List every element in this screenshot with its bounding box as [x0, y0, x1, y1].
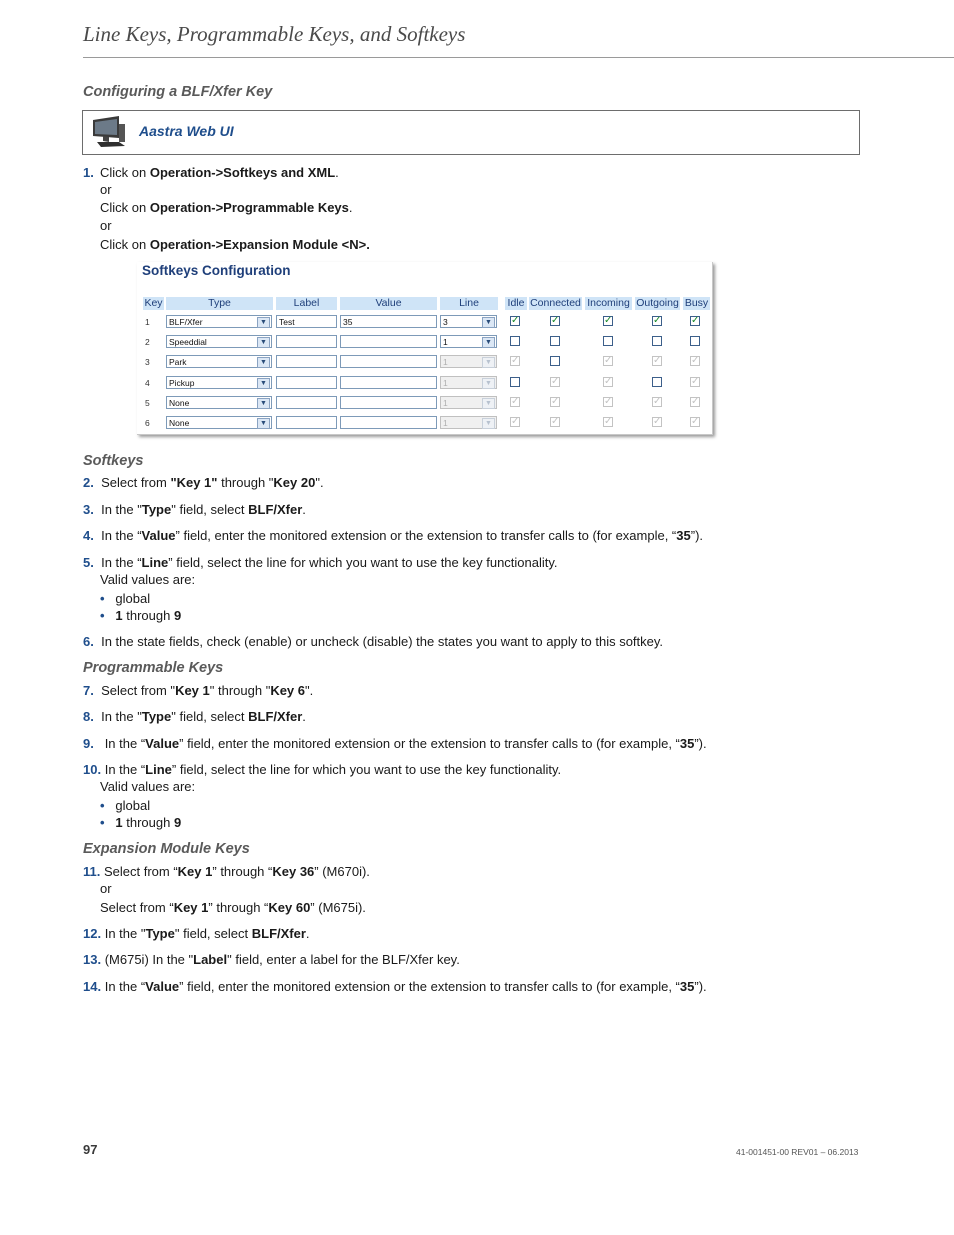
header-rule — [83, 57, 954, 58]
step-11-alt: Select from “Key 1” through “Key 60” (M675i). — [100, 900, 366, 915]
document-id: 41-001451-00 REV01 – 06.2013 — [736, 1147, 859, 1157]
state-checkbox-incoming[interactable]: ✓ — [604, 395, 613, 407]
step-1 — [83, 165, 94, 181]
line-select[interactable]: 1 ▼ — [440, 376, 497, 389]
label-input[interactable] — [276, 376, 337, 389]
step-1-or-a: or — [100, 182, 112, 197]
step-9: 9. In the “Value” field, enter the monitored extension or the extension to transfer calls to (for example, “35”). — [83, 736, 707, 751]
state-checkbox-connected[interactable]: ✓ — [551, 395, 560, 407]
chevron-down-icon[interactable]: ▼ — [482, 398, 495, 409]
column-header-value: Value — [340, 297, 437, 310]
state-checkbox-connected[interactable] — [550, 356, 560, 366]
chevron-down-icon[interactable]: ▼ — [482, 317, 495, 328]
state-checkbox-incoming[interactable]: ✓ — [604, 416, 613, 427]
state-checkbox-connected[interactable]: ✓ — [551, 315, 560, 326]
list-item-global-2: • global — [100, 798, 151, 813]
chevron-down-icon[interactable]: ▼ — [482, 357, 495, 368]
webui-label: Aastra Web UI — [139, 123, 234, 139]
valid-values-label: Valid values are: — [100, 572, 196, 587]
line-select[interactable]: 1 ▼ — [440, 335, 497, 348]
column-header-label: Label — [276, 297, 337, 310]
line-select[interactable]: 3 ▼ — [440, 315, 497, 328]
chevron-down-icon[interactable]: ▼ — [257, 418, 270, 429]
type-select[interactable]: Speeddial ▼ — [166, 335, 272, 348]
label-input[interactable] — [276, 335, 337, 348]
step-7: 7. Select from "Key 1" through "Key 6". — [83, 683, 314, 698]
section-title: Configuring a BLF/Xfer Key — [83, 84, 273, 100]
state-checkbox-busy[interactable]: ✓ — [691, 315, 700, 326]
type-select[interactable]: Pickup ▼ — [166, 376, 272, 389]
state-checkbox-connected[interactable]: ✓ — [551, 375, 560, 387]
step-12: 12. In the "Type" field, select BLF/Xfer. — [83, 926, 310, 941]
value-input[interactable] — [340, 355, 437, 368]
step-10: 10. In the “Line” field, select the line for which you want to use the key functionality. — [83, 762, 562, 777]
type-select[interactable]: BLF/Xfer ▼ — [166, 315, 272, 328]
step-6: 6. In the state fields, check (enable) or uncheck (disable) the states you want to apply to this softkey. — [83, 634, 664, 649]
row-key-number: 3 — [145, 357, 150, 368]
state-checkbox-outgoing[interactable]: ✓ — [653, 395, 662, 407]
state-checkbox-connected[interactable] — [550, 336, 560, 346]
line-select[interactable]: 1 ▼ — [440, 416, 497, 429]
state-checkbox-idle[interactable] — [510, 377, 520, 387]
step-14: 14. In the “Value” field, enter the monitored extension or the extension to transfer calls to (for example, “35”). — [83, 979, 707, 994]
state-checkbox-incoming[interactable]: ✓ — [604, 375, 613, 387]
state-checkbox-busy[interactable]: ✓ — [691, 375, 700, 387]
chevron-down-icon[interactable]: ▼ — [482, 378, 495, 389]
line-select[interactable]: 1 ▼ — [440, 396, 497, 409]
label-input[interactable] — [276, 396, 337, 409]
expansion-module-heading: Expansion Module Keys — [83, 841, 250, 857]
column-header-incoming: Incoming — [585, 297, 632, 310]
state-checkbox-idle[interactable]: ✓ — [511, 395, 520, 407]
label-input[interactable] — [276, 355, 337, 368]
state-checkbox-busy[interactable]: ✓ — [691, 355, 700, 367]
step-11-or: or — [100, 881, 112, 896]
step-4: 4. In the “Value” field, enter the monitored extension or the extension to transfer calls to (for example, “35”). — [83, 528, 704, 543]
softkeys-config-title: Softkeys Configuration — [142, 263, 291, 278]
valid-values-label-2: Valid values are: — [100, 779, 196, 794]
type-select[interactable]: None ▼ — [166, 396, 272, 409]
state-checkbox-idle[interactable]: ✓ — [511, 355, 520, 367]
state-checkbox-outgoing[interactable]: ✓ — [653, 416, 662, 427]
value-input[interactable] — [340, 376, 437, 389]
value-input[interactable] — [340, 416, 437, 429]
state-checkbox-idle[interactable] — [510, 336, 520, 346]
row-key-number: 2 — [145, 337, 150, 348]
value-input[interactable] — [340, 335, 437, 348]
label-input[interactable]: Test — [276, 315, 337, 328]
column-header-connected: Connected — [530, 297, 581, 309]
computer-monitor-icon — [89, 114, 127, 150]
state-checkbox-outgoing[interactable]: ✓ — [653, 315, 662, 326]
column-header-type: Type — [166, 297, 273, 310]
state-checkbox-incoming[interactable] — [603, 336, 613, 346]
row-key-number: 5 — [145, 397, 150, 408]
step-13: 13. (M675i) In the "Label" field, enter a label for the BLF/Xfer key. — [83, 952, 460, 967]
state-checkbox-idle[interactable]: ✓ — [511, 416, 520, 427]
column-header-line: Line — [440, 297, 498, 310]
step-1-line-a: Click on Operation->Softkeys and XML. — [100, 165, 339, 180]
state-checkbox-incoming[interactable]: ✓ — [604, 315, 613, 326]
softkeys-heading: Softkeys — [83, 453, 144, 469]
column-header-idle: Idle — [505, 297, 527, 310]
chevron-down-icon[interactable]: ▼ — [257, 378, 270, 389]
page-header-title: Line Keys, Programmable Keys, and Softkeys — [83, 22, 466, 46]
column-header-busy: Busy — [684, 297, 709, 309]
bullet-icon: • — [100, 591, 105, 606]
chevron-down-icon[interactable]: ▼ — [482, 337, 495, 348]
step-1-line-c: Click on Operation->Expansion Module <N>. — [100, 237, 370, 252]
line-select[interactable]: 1 ▼ — [440, 355, 497, 368]
step-2: 2. Select from "Key 1" through "Key 20". — [83, 475, 324, 490]
programmable-keys-heading: Programmable Keys — [83, 660, 224, 676]
value-input[interactable]: 35 — [340, 315, 437, 328]
state-checkbox-outgoing[interactable] — [652, 377, 662, 387]
step-8: 8. In the "Type" field, select BLF/Xfer. — [83, 709, 306, 724]
state-checkbox-outgoing[interactable] — [652, 336, 662, 346]
bullet-icon: • — [100, 608, 105, 623]
bullet-icon: • — [100, 815, 105, 830]
list-item-global: • global — [100, 591, 151, 606]
state-checkbox-idle[interactable]: ✓ — [511, 315, 520, 326]
type-select[interactable]: None ▼ — [166, 416, 272, 429]
softkeys-config-panel — [137, 262, 713, 435]
page-number: 97 — [83, 1142, 98, 1157]
column-header-key: Key — [144, 297, 163, 309]
row-key-number: 1 — [145, 317, 150, 327]
list-item-range: • 1 through 9 — [100, 608, 182, 623]
step-11: 11. Select from “Key 1” through “Key 36” (M670i). — [83, 864, 370, 879]
list-item-range-2: • 1 through 9 — [100, 815, 182, 830]
bullet-icon: • — [100, 798, 105, 813]
state-checkbox-busy[interactable]: ✓ — [691, 395, 700, 407]
state-checkbox-connected[interactable]: ✓ — [551, 416, 560, 427]
step-1-line-b: Click on Operation->Programmable Keys. — [100, 200, 353, 215]
state-checkbox-incoming[interactable]: ✓ — [604, 355, 613, 367]
value-input[interactable] — [340, 396, 437, 409]
chevron-down-icon[interactable]: ▼ — [257, 337, 270, 348]
label-input[interactable] — [276, 416, 337, 429]
column-header-outgoing: Outgoing — [636, 297, 679, 309]
state-checkbox-busy[interactable]: ✓ — [691, 416, 700, 427]
row-key-number: 6 — [145, 418, 150, 428]
step-3: 3. In the "Type" field, select BLF/Xfer. — [83, 502, 306, 517]
state-checkbox-outgoing[interactable]: ✓ — [653, 355, 662, 367]
state-checkbox-busy[interactable] — [690, 336, 700, 346]
chevron-down-icon[interactable]: ▼ — [257, 357, 270, 368]
step-1-or-b: or — [100, 218, 112, 233]
step-number: 1. — [83, 165, 94, 180]
chevron-down-icon[interactable]: ▼ — [482, 418, 495, 429]
chevron-down-icon[interactable]: ▼ — [257, 398, 270, 409]
type-select[interactable]: Park ▼ — [166, 355, 272, 368]
step-5: 5. In the “Line” field, select the line for which you want to use the key functionality. — [83, 555, 558, 570]
row-key-number: 4 — [145, 377, 150, 388]
chevron-down-icon[interactable]: ▼ — [257, 317, 270, 328]
